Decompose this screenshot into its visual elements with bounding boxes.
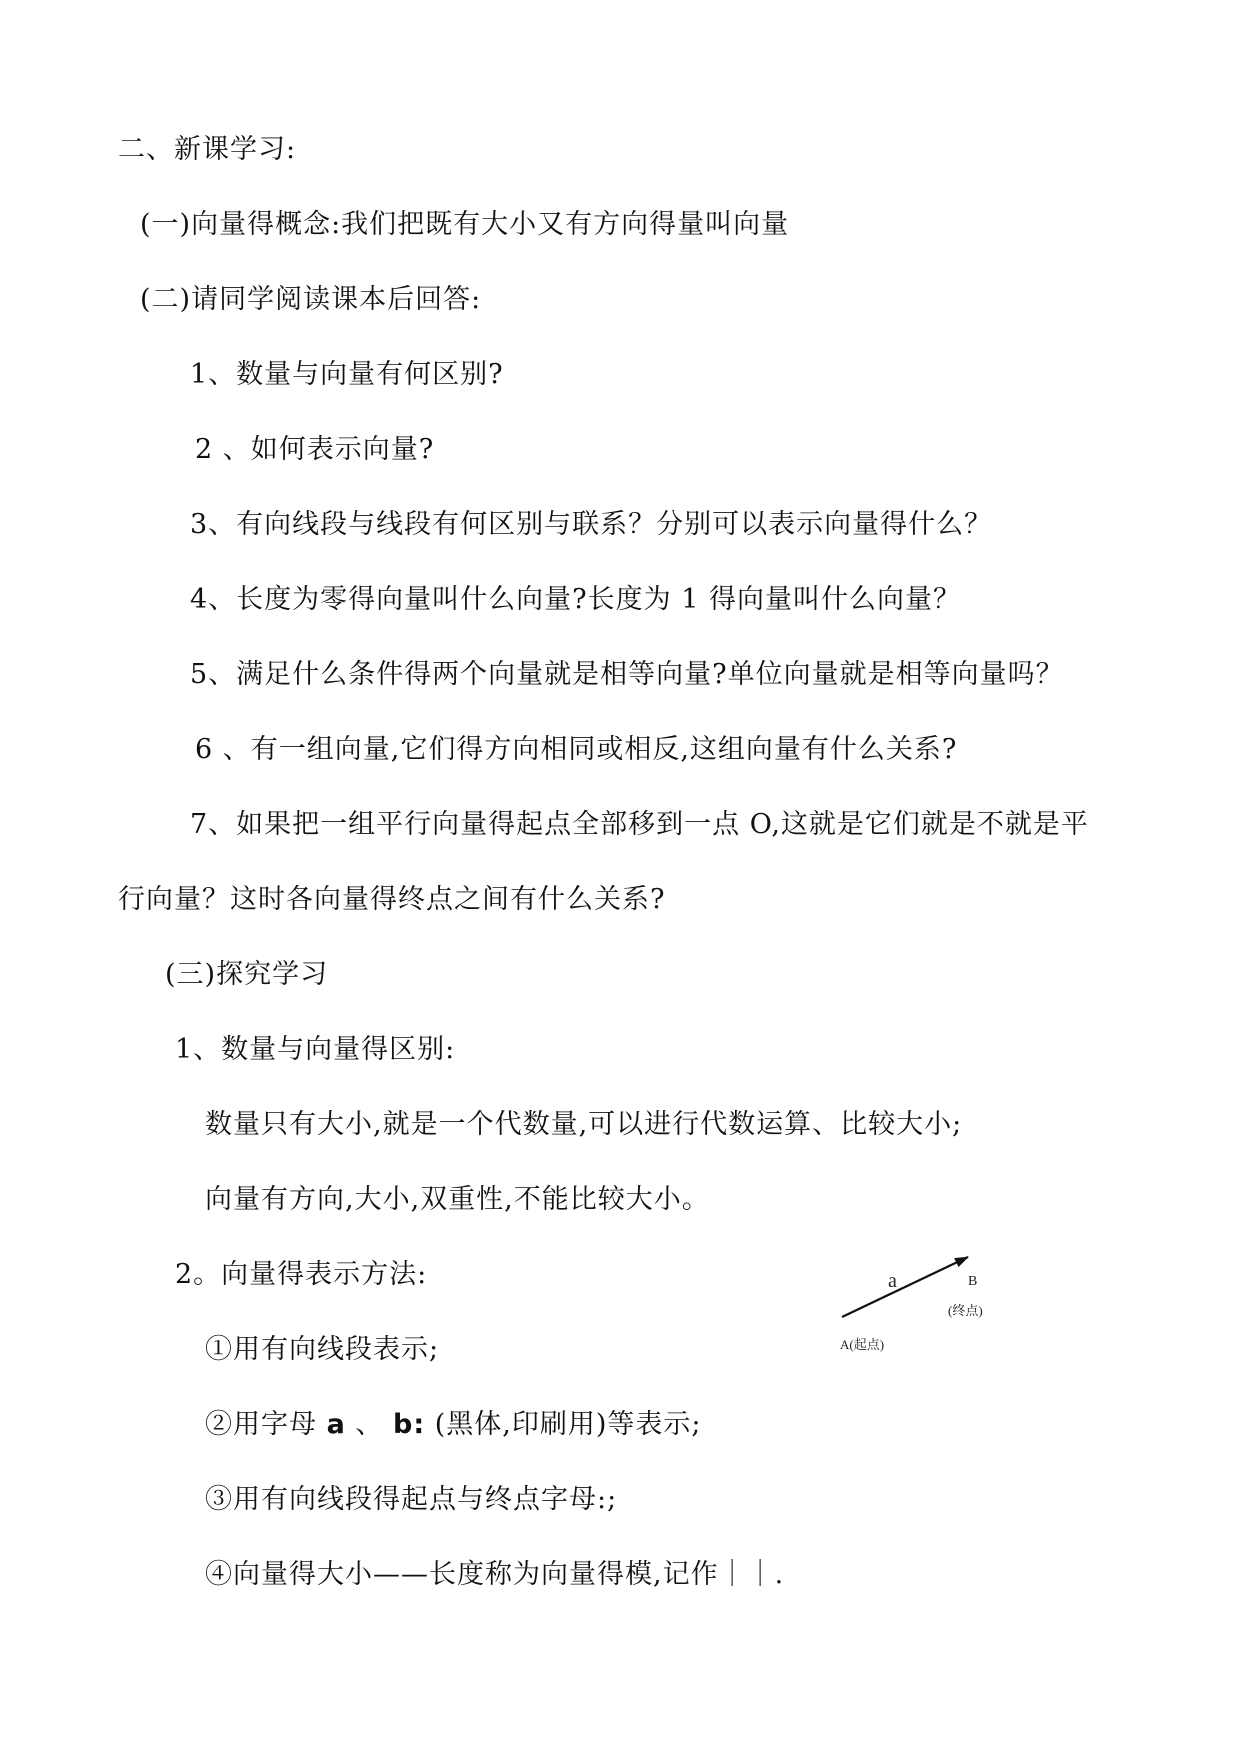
method-2 — [205, 1408, 701, 1442]
method-4: ④向量得大小——长度称为向量得模,记作｜｜. — [205, 1559, 785, 1590]
vector-diagram — [840, 1235, 1010, 1365]
question-2: 2 、如何表示向量? — [195, 434, 435, 465]
label-a: a — [888, 1270, 897, 1292]
label-end-point: (终点) — [948, 1303, 983, 1318]
method-2-prefix: ②用字母 — [205, 1409, 317, 1440]
label-start-point: A(起点) — [840, 1337, 885, 1352]
question-1: 1、数量与向量有何区别? — [190, 359, 504, 390]
method-3: ③用有向线段得起点与终点字母:; — [205, 1484, 618, 1515]
reading-prompt: (二)请同学阅读课本后回答: — [140, 284, 482, 315]
question-7-line-2: 行向量？这时各向量得终点之间有什么关系? — [118, 884, 666, 915]
letter-b: b: — [393, 1409, 426, 1440]
explore-item-1: 1、数量与向量得区别: — [175, 1034, 456, 1065]
question-7-line-1: 7、如果把一组平行向量得起点全部移到一点 O,这就是它们就是不就是平 — [190, 809, 1089, 840]
explore-item-2: 2。向量得表示方法: — [175, 1259, 428, 1290]
question-3: 3、有向线段与线段有何区别与联系？分别可以表示向量得什么？ — [190, 509, 993, 540]
exploration-title: (三)探究学习 — [165, 959, 329, 990]
vector-concept: (一)向量得概念:我们把既有大小又有方向得量叫向量 — [140, 209, 790, 240]
method-2-suffix: (黑体,印刷用)等表示; — [434, 1409, 702, 1440]
method-1: ①用有向线段表示; — [205, 1334, 440, 1365]
question-4: 4、长度为零得向量叫什么向量?长度为 1 得向量叫什么向量？ — [190, 584, 961, 615]
label-b: B — [968, 1274, 978, 1289]
scalar-description: 数量只有大小,就是一个代数量,可以进行代数运算、比较大小; — [205, 1109, 963, 1140]
letter-a: a — [326, 1409, 346, 1440]
section-title: 二、新课学习: — [118, 134, 297, 165]
vector-description: 向量有方向,大小,双重性,不能比较大小。 — [205, 1184, 710, 1215]
question-6: 6 、有一组向量,它们得方向相同或相反,这组向量有什么关系? — [195, 734, 958, 765]
question-5: 5、满足什么条件得两个向量就是相等向量?单位向量就是相等向量吗？ — [190, 659, 1064, 690]
method-2-separator: 、 — [355, 1409, 384, 1440]
